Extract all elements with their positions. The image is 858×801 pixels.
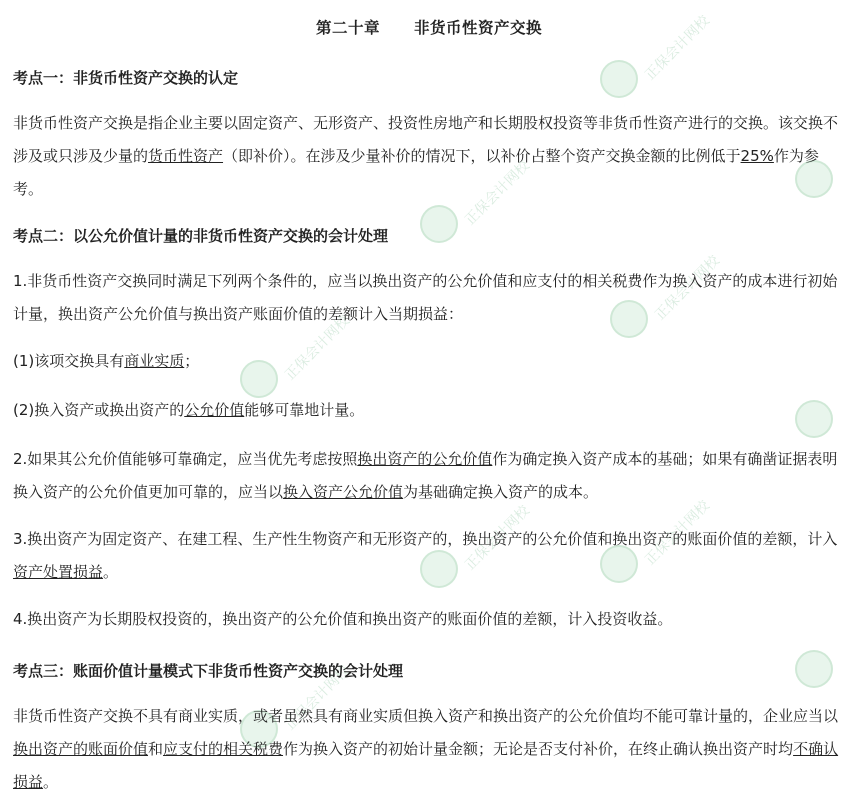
section2-heading: 考点二：以公允价值计量的非货币性资产交换的会计处理 xyxy=(13,227,389,245)
watermark-logo-icon xyxy=(600,60,638,98)
watermark-text: 正保会计网校 xyxy=(642,497,713,569)
term-commercial-substance: 商业实质 xyxy=(124,352,185,370)
watermark-logo-icon xyxy=(795,650,833,688)
term-disposal-gain-loss: 资产处置损益 xyxy=(13,563,104,581)
section2-item4: 4.换出资产为长期股权投资的，换出资产的公允价值和换出资产的账面价值的差额，计入投资收益。 xyxy=(13,610,673,628)
term-no-gain-loss: 不确认损益 xyxy=(13,740,839,791)
term-25-percent: 25% xyxy=(740,147,774,165)
term-outgoing-book-value: 换出资产的账面价值 xyxy=(13,740,149,758)
term-monetary-assets: 货币性资产 xyxy=(148,147,224,165)
watermark-text: 正保会计网校 xyxy=(462,157,533,229)
watermark-text: 正保会计网校 xyxy=(652,252,723,324)
term-outgoing-fair-value: 换出资产的公允价值 xyxy=(357,450,493,468)
watermark-logo-icon xyxy=(420,205,458,243)
term-fair-value: 公允价值 xyxy=(184,401,245,419)
section2-item2: 2.如果其公允价值能够可靠确定，应当优先考虑按照换出资产的公允价值作为确定换入资产成本的基础；如果有确凿证据表明换入资产的公允价值更加可靠的，应当以换入资产公允价值为基础确定换入资产的成本。 xyxy=(13,450,838,501)
term-related-taxes: 应支付的相关税费 xyxy=(163,740,284,758)
chapter-title xyxy=(0,16,858,38)
section1-heading: 考点一：非货币性资产交换的认定 xyxy=(13,69,239,87)
watermark-text: 正保会计网校 xyxy=(282,312,353,384)
term-incoming-fair-value: 换入资产公允价值 xyxy=(283,483,404,501)
watermark-text: 正保会计网校 xyxy=(642,12,713,84)
section3-heading: 考点三：账面价值计量模式下非货币性资产交换的会计处理 xyxy=(13,662,404,680)
chapter-name: 非货币性资产交换 xyxy=(414,19,543,37)
section2-item1: 1.非货币性资产交换同时满足下列两个条件的，应当以换出资产的公允价值和应支付的相关税费作为换入资产的成本进行初始计量，换出资产公允价值与换出资产账面价值的差额计入当期损益： xyxy=(13,272,838,323)
section2-item3: 3.换出资产为固定资产、在建工程、生产性生物资产和无形资产的，换出资产的公允价值和换出资产的账面价值的差额，计入资产处置损益。 xyxy=(13,530,838,581)
chapter-number: 第二十章 xyxy=(315,19,380,37)
section3-paragraph: 非货币性资产交换不具有商业实质，或者虽然具有商业实质但换入资产和换出资产的公允价值均不能可靠计量的，企业应当以换出资产的账面价值和应支付的相关税费作为换入资产的初始计量金额；无论是否支付补价，在终止确认换出资产时均不确认损益。 xyxy=(13,707,839,791)
section1-paragraph: 非货币性资产交换是指企业主要以固定资产、无形资产、投资性房地产和长期股权投资等非货币性资产进行的交换。该交换不涉及或只涉及少量的货币性资产（即补价）。在涉及少量补价的情况下，以补价占整个资产交换金额的比例低于25%作为参考。 xyxy=(13,114,839,198)
section2-condition2: (2)换入资产或换出资产的公允价值能够可靠地计量。 xyxy=(13,401,365,419)
watermark-text: 正保会计网校 xyxy=(462,502,533,574)
section2-condition1: (1)该项交换具有商业实质； xyxy=(13,352,200,370)
watermark-text: 正保会计网校 xyxy=(282,662,353,734)
